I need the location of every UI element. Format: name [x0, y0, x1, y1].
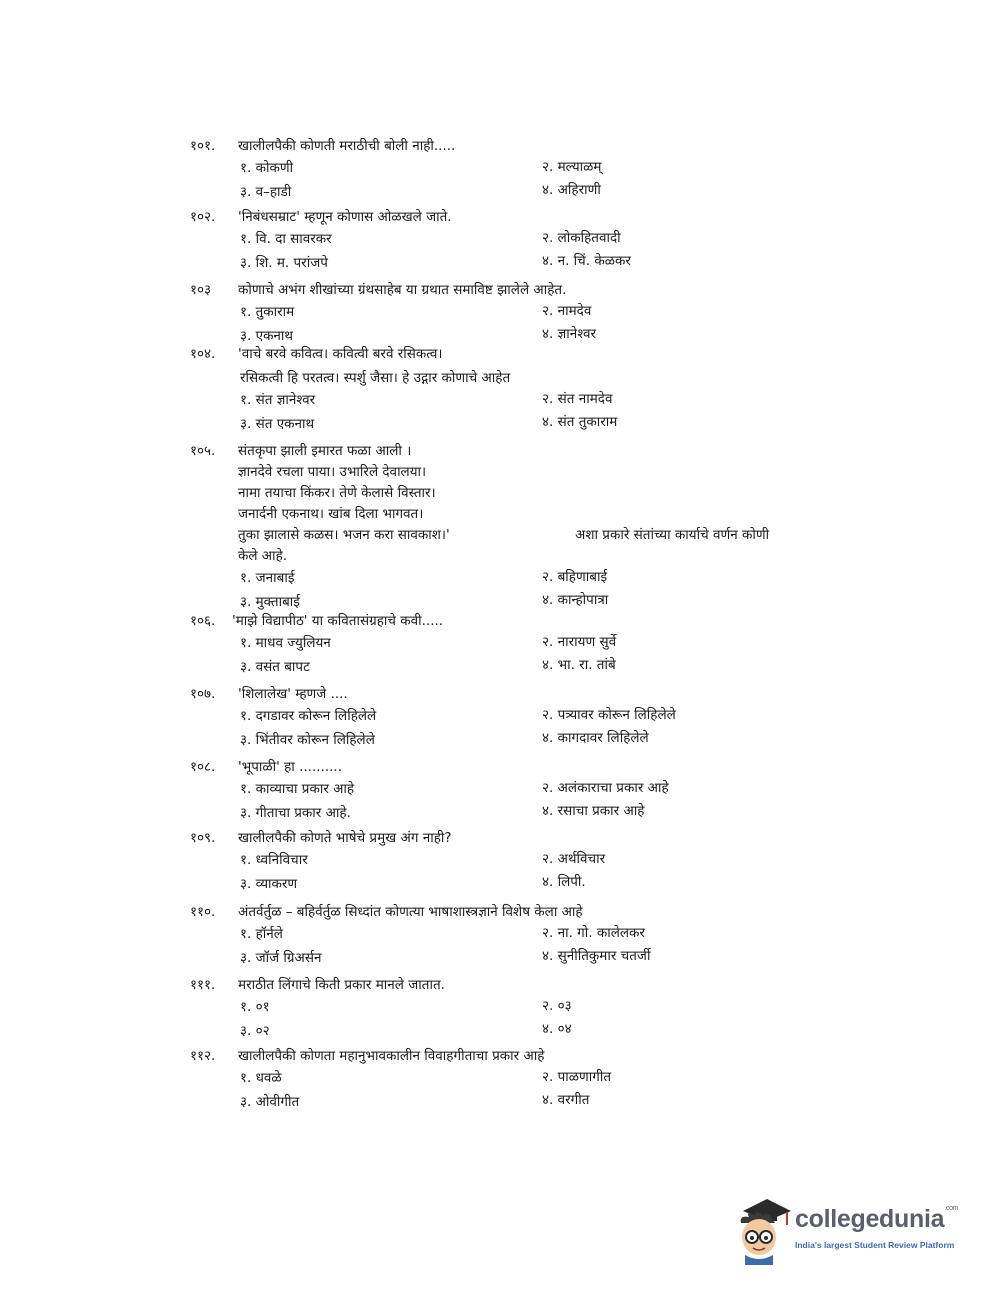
- question-106: [190, 611, 870, 680]
- question-number: ११०.: [190, 904, 216, 920]
- option-3: ३. ०२: [240, 1023, 270, 1039]
- option-3: ३. भिंतीवर कोरून लिहिलेले: [240, 732, 375, 748]
- question-continuation: नामा तयाचा किंकर। तेणे केलासे विस्तार।: [238, 485, 436, 501]
- question-text: १०३ कोणाचे अभंग शीखांच्या ग्रंथसाहेब या ग्रथात समाविष्ट झालेले आहेत.: [190, 280, 870, 301]
- options: [190, 389, 870, 437]
- options: [190, 567, 870, 615]
- options: [190, 705, 870, 753]
- option-1: १. संत ज्ञानेश्वर: [240, 392, 316, 408]
- question-105: [190, 441, 870, 615]
- options: [190, 301, 870, 349]
- option-4: ४. न. चिं. केळकर: [542, 253, 631, 269]
- brand-name: collegedunia$^{.com}$: [795, 1205, 959, 1233]
- option-3: ३. व–हाडी: [240, 184, 292, 200]
- option-3: ३. शि. म. परांजपे: [240, 255, 328, 271]
- options: [190, 157, 870, 205]
- question-number: १०३: [190, 282, 212, 298]
- brand-suffix: .com: [944, 1205, 959, 1212]
- question-number: १०४.: [190, 346, 216, 362]
- option-3: ३. व्याकरण: [240, 876, 298, 892]
- question-112: [190, 1046, 870, 1115]
- option-1: १. जनाबाई: [240, 570, 295, 586]
- question-number: १०२.: [190, 209, 216, 225]
- options: [190, 778, 870, 826]
- option-4: ४. रसाचा प्रकार आहे: [542, 803, 645, 819]
- option-2: २. ०३: [542, 998, 572, 1014]
- question-104: [190, 344, 870, 437]
- brand-tagline: India's largest Student Review Platform: [795, 1240, 955, 1250]
- options: [190, 1067, 870, 1115]
- question-text: १०५. संतकृपा झाली इमारत फळा आली ।: [190, 441, 870, 462]
- question-trailing-text: अशा प्रकारे संतांच्या कार्याचे वर्णन कोणी: [575, 527, 770, 543]
- question-text: १०४. 'वाचे बरवे कवित्व। कवित्वी बरवे रसिकत्व।: [190, 344, 870, 365]
- question-108: [190, 757, 870, 826]
- collegedunia-logo: [735, 1193, 965, 1263]
- question-number: १०८.: [190, 759, 216, 775]
- option-2: २. अर्थविचार: [542, 851, 606, 867]
- option-3: ३. जॉर्ज ग्रिअर्सन: [240, 950, 322, 966]
- option-2: २. लोकहितवादी: [542, 230, 621, 246]
- question-text: १०७. 'शिलालेख' म्हणजे ....: [190, 684, 870, 705]
- mascot-icon: [735, 1193, 795, 1268]
- options: [190, 632, 870, 680]
- question-text: १११. मराठीत लिंगाचे किती प्रकार मानले जातात.: [190, 975, 870, 996]
- question-continuation: ज्ञानदेवे रचला पाया। उभारिले देवालया।: [238, 464, 427, 480]
- question-text: १०६. 'माझे विद्यापीठ' या कवितासंग्रहाचे कवी.....: [190, 611, 870, 632]
- option-3: ३. संत एकनाथ: [240, 416, 315, 432]
- option-2: २. नामदेव: [542, 303, 592, 319]
- option-1: १. ०१: [240, 999, 270, 1015]
- question-text: १०८. 'भूपाळी' हा ..........: [190, 757, 870, 778]
- option-3: ३. एकनाथ: [240, 328, 294, 344]
- question-text: ११२. खालीलपैकी कोणता महानुभावकालीन विवाहगीताचा प्रकार आहे: [190, 1046, 870, 1067]
- option-4: ४. ०४: [542, 1021, 572, 1037]
- option-2: २. पाळणागीत: [542, 1069, 612, 1085]
- options: [190, 849, 870, 897]
- question-number: १११.: [190, 977, 216, 993]
- question-continuation: रसिकत्वी हि परतत्व। स्पर्शु जैसा। हे उद्गार कोणाचे आहेत: [240, 370, 511, 386]
- options: [190, 996, 870, 1044]
- option-3: ३. ओवीगीत: [240, 1094, 300, 1110]
- question-text: १०१. खालीलपैकी कोणती मराठीची बोली नाही.....: [190, 136, 870, 157]
- option-4: ४. कान्होपात्रा: [542, 592, 609, 608]
- option-4: ४. कागदावर लिहिलेले: [542, 730, 649, 746]
- question-continuation: केले आहे.: [238, 548, 288, 564]
- option-1: १. हॉर्नले: [240, 926, 283, 942]
- option-4: ४. सुनीतिकुमार चतर्जी: [542, 948, 651, 964]
- option-2: २. बहिणाबाई: [542, 569, 608, 585]
- option-2: २. नारायण सुर्वे: [542, 634, 617, 650]
- question-109: [190, 828, 870, 897]
- option-1: १. काव्याचा प्रकार आहे: [240, 781, 355, 797]
- option-1: १. माधव ज्युलियन: [240, 635, 331, 651]
- question-number: १०५.: [190, 443, 216, 459]
- option-1: १. वि. दा सावरकर: [240, 231, 332, 247]
- option-4: ४. वरगीत: [542, 1092, 590, 1108]
- question-text: ११०. अंतर्वर्तुळ – बहिर्वर्तुळ सिध्दांत कोणत्या भाषाशास्त्रज्ञाने विशेष केला आहे: [190, 902, 870, 923]
- option-2: २. संत नामदेव: [542, 391, 613, 407]
- option-1: १. तुकाराम: [240, 304, 295, 320]
- question-text: १०९. खालीलपैकी कोणते भाषेचे प्रमुख अंग नाही?: [190, 828, 870, 849]
- option-2: २. पत्र्यावर कोरून लिहिलेले: [542, 707, 676, 723]
- question-continuation: तुका झालासे कळस। भजन करा सावकाश।' अशा प्रकारे संतांच्या कार्याचे वर्णन कोणी: [190, 525, 870, 546]
- option-4: ४. भा. रा. तांबे: [542, 657, 616, 673]
- options: [190, 228, 870, 276]
- question-111: [190, 975, 870, 1044]
- option-4: ४. लिपी.: [542, 874, 586, 890]
- question-continuation: जनार्दनी एकनाथ। खांब दिला भागवत।: [238, 506, 424, 522]
- question-number: १०१.: [190, 138, 216, 154]
- option-1: १. कोकणी: [240, 160, 294, 176]
- option-1: १. ध्वनिविचार: [240, 852, 308, 868]
- option-2: २. अलंकाराचा प्रकार आहे: [542, 780, 669, 796]
- question-number: ११२.: [190, 1048, 216, 1064]
- option-3: ३. गीताचा प्रकार आहे.: [240, 805, 351, 821]
- question-110: [190, 902, 870, 971]
- question-number: १०६.: [190, 613, 216, 629]
- question-number: १०९.: [190, 830, 216, 846]
- question-number: १०७.: [190, 686, 216, 702]
- options: [190, 923, 870, 971]
- option-4: ४. संत तुकाराम: [542, 414, 618, 430]
- option-4: ४. ज्ञानेश्वर: [542, 326, 597, 342]
- option-3: ३. मुक्ताबाई: [240, 594, 300, 610]
- option-2: २. मल्याळम्: [542, 159, 602, 175]
- option-1: १. दगडावर कोरून लिहिलेले: [240, 708, 377, 724]
- option-2: २. ना. गो. कालेलकर: [542, 925, 645, 941]
- option-1: १. धवळे: [240, 1070, 282, 1086]
- question-107: [190, 684, 870, 753]
- option-3: ३. वसंत बापट: [240, 659, 310, 675]
- question-101: [190, 136, 870, 205]
- option-4: ४. अहिराणी: [542, 182, 601, 198]
- question-102: [190, 207, 870, 276]
- question-text: १०२. 'निबंधसम्राट' म्हणून कोणास ओळखले जाते.: [190, 207, 870, 228]
- question-103: [190, 280, 870, 349]
